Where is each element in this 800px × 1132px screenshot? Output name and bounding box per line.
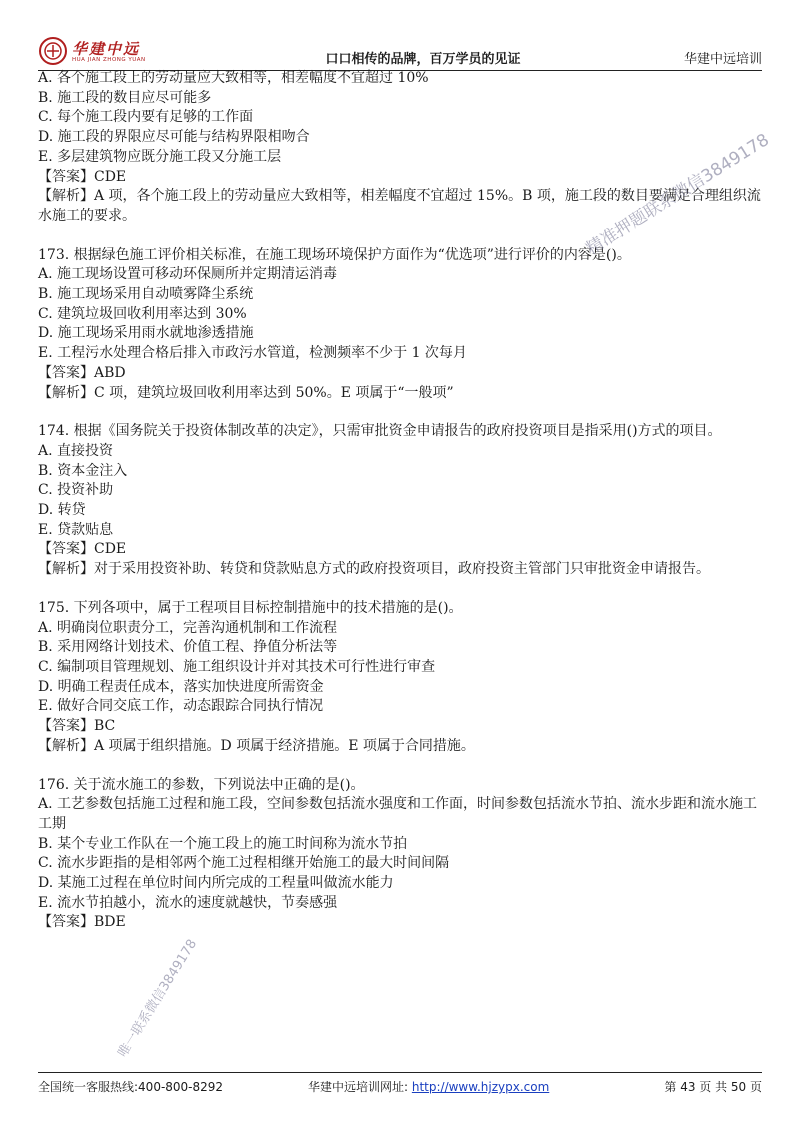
option-line: E. 贷款贴息 (38, 521, 114, 538)
question-block (38, 599, 762, 757)
option-line: A. 施工现场设置可移动环保厕所并定期清运消毒 (38, 266, 338, 283)
explanation-line: 【解析】对于采用投资补助、转贷和贷款贴息方式的政府投资项目，政府投资主管部门只审批资金申请报告。 (38, 561, 710, 578)
header-slogan: 口口相传的品牌，百万学员的见证 (325, 52, 521, 67)
question-list (38, 69, 762, 933)
option-line: A. 明确岗位职责分工，完善沟通机制和工作流程 (38, 619, 338, 636)
option-line: B. 施工段的数目应尽可能多 (38, 89, 212, 106)
logo-english-text: HUA JIAN ZHONG YUAN (72, 57, 146, 63)
option-line: E. 工程污水处理合格后排入市政污水管道，检测频率不少于 1 次每月 (38, 345, 467, 362)
footer-hotline: 全国统一客服热线:400-800-8292 (38, 1080, 224, 1094)
option-line: D. 施工现场采用雨水就地渗透措施 (38, 325, 254, 342)
option-line: C. 建筑垃圾回收利用率达到 30% (38, 305, 247, 322)
question-block (38, 69, 762, 227)
answer-line: 【答案】ABD (38, 364, 126, 381)
option-line: E. 流水节拍越小，流水的速度就越快，节奏感强 (38, 894, 338, 911)
option-line: A. 直接投资 (38, 442, 114, 459)
answer-line: 【答案】CDE (38, 168, 127, 185)
option-line: D. 某施工过程在单位时间内所完成的工程量叫做流水能力 (38, 875, 394, 892)
explanation-line: 【解析】A 项，各个施工段上的劳动量应大致相等，相差幅度不宜超过 15%。B 项，施工段的数目要满足合理组织流水施工的要求。 (38, 188, 761, 224)
option-line: D. 施工段的界限应尽可能与结构界限相吻合 (38, 129, 310, 146)
watermark-bottom-left: 唯一联系微信3849178 (115, 936, 201, 1061)
option-line: B. 某个专业工作队在一个施工段上的施工时间称为流水节拍 (38, 835, 408, 852)
question-block (38, 776, 762, 934)
question-title: 174. 根据《国务院关于投资体制改革的决定》，只需审批资金申请报告的政府投资项目是指采用()方式的项目。 (38, 423, 722, 440)
answer-line: 【答案】CDE (38, 541, 127, 558)
explanation-line: 【解析】C 项，建筑垃圾回收利用率达到 50%。E 项属于“一般项” (38, 384, 454, 401)
footer-website-link[interactable]: http://www.hjzypx.com (411, 1080, 550, 1094)
option-line: A. 各个施工段上的劳动量应大致相等，相差幅度不宜超过 10% (38, 70, 429, 86)
option-line: E. 多层建筑物应既分施工段又分施工层 (38, 148, 282, 165)
page-header (38, 34, 762, 71)
option-line: E. 做好合同交底工作，动态跟踪合同执行情况 (38, 698, 324, 715)
option-line: B. 采用网络计划技术、价值工程、挣值分析法等 (38, 639, 338, 656)
footer-website (308, 1078, 549, 1095)
watermark-top-right: 精准押题联系微信3849178 (582, 130, 773, 260)
option-line: B. 施工现场采用自动喷雾降尘系统 (38, 286, 254, 303)
question-title: 175. 下列各项中，属于工程项目目标控制措施中的技术措施的是()。 (38, 599, 463, 616)
answer-line: 【答案】BDE (38, 914, 126, 931)
logo-chinese-text: 华建中远 (72, 40, 141, 58)
question-title: 173. 根据绿色施工评价相关标准，在施工现场环境保护方面作为“优选项”进行评价的内容是()。 (38, 246, 631, 263)
footer-website-label: 华建中远培训网址: (308, 1080, 412, 1094)
brand-logo (38, 36, 238, 68)
logo-seal-icon (38, 36, 68, 66)
answer-line: 【答案】BC (38, 718, 116, 735)
option-line: D. 明确工程责任成本，落实加快进度所需资金 (38, 678, 324, 695)
option-line: D. 转贷 (38, 502, 86, 519)
question-block (38, 422, 762, 580)
question-block (38, 246, 762, 404)
option-line: C. 投资补助 (38, 482, 114, 499)
option-line: B. 资本金注入 (38, 462, 128, 479)
option-line: C. 每个施工段内要有足够的工作面 (38, 109, 254, 126)
footer-page-number: 第 43 页 共 50 页 (664, 1080, 762, 1094)
question-title: 176. 关于流水施工的参数，下列说法中正确的是()。 (38, 776, 365, 793)
explanation-line: 【解析】A 项属于组织措施。D 项属于经济措施。E 项属于合同措施。 (38, 737, 475, 754)
page-footer (38, 1072, 762, 1095)
option-line: C. 流水步距指的是相邻两个施工过程相继开始施工的最大时间间隔 (38, 855, 450, 872)
option-line: A. 工艺参数包括施工过程和施工段，空间参数包括流水强度和工作面，时间参数包括流水节拍、流水步距和流水施工工期 (38, 796, 758, 832)
header-brand: 华建中远培训 (683, 52, 762, 67)
option-line: C. 编制项目管理规划、施工组织设计并对其技术可行性进行审查 (38, 658, 436, 675)
